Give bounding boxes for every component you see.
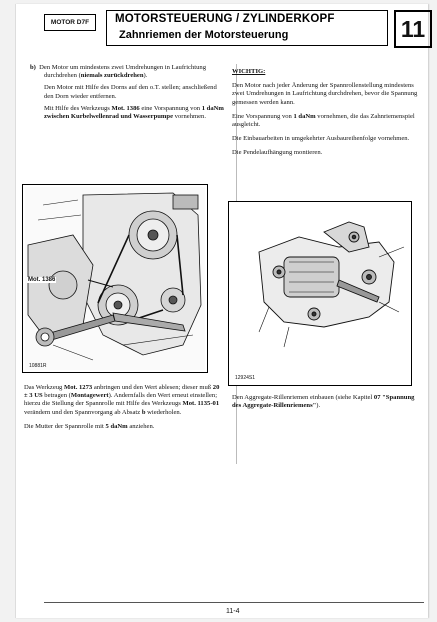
tool-ref: Mot. 1386 — [111, 104, 140, 112]
text: betragen ( — [42, 392, 71, 400]
left-text-top — [24, 64, 224, 125]
text: Den Aggregate-Rillenriemen einbauen (siehe Kapitel — [232, 394, 374, 401]
tensioner-figure — [228, 201, 412, 386]
text: Eine Vorspannung von — [232, 112, 294, 120]
torque-value: 1 daNm — [293, 112, 316, 120]
left-text-bottom — [24, 384, 224, 435]
text: vornehmen. — [173, 113, 206, 121]
footer-rule — [44, 602, 424, 603]
figure-ref: 10881R — [29, 363, 47, 369]
engine-figure — [22, 184, 208, 373]
page-subtitle: Zahnriemen der Motorsteuerung — [119, 29, 289, 41]
para-vorspannung — [24, 105, 224, 121]
warning-text: Den Motor nach jeder Änderung der Spannrollenstellung mindestens zwei Umdrehungen in Laufrichtung durchdrehen, bevor die Spannung gemessen werden kann. — [232, 82, 418, 106]
para-pendulum: Die Pendelaufhängung montieren. — [232, 149, 323, 157]
text: eine Vorspannung von — [139, 104, 202, 112]
step-label: b) — [30, 64, 36, 71]
step-b-paragraph — [24, 64, 224, 80]
torque-value: 1 daNm zwischen Kurbelwellenrad und Wasserpumpe — [44, 104, 224, 121]
tool-ref: Mot. 1273 — [64, 384, 93, 391]
para-preload — [232, 113, 420, 129]
para-reassembly: Die Einbauarbeiten in umgekehrter Ausbaureihenfolge vornehmen. — [232, 135, 410, 143]
tool-ref: Mot. 1135-01 — [182, 400, 220, 408]
page-title-box — [106, 10, 388, 46]
right-text-top — [232, 68, 420, 162]
text: wiederholen. — [145, 408, 182, 416]
text: Das Werkzeug — [24, 384, 64, 391]
torque-value: 5 daNm — [105, 422, 128, 430]
warning-heading: WICHTIG: — [232, 68, 266, 75]
tool-label-mot1386: Mot. 1386 — [28, 277, 56, 283]
step-text: Den Motor um mindestens zwei Umdrehungen in Laufrichtung durchdrehen ( — [39, 64, 206, 80]
text: verändern und den Spannvorgang ab Absatz — [24, 408, 142, 416]
step-text-end: ). — [143, 72, 148, 80]
chapter-ref: 07 "Spannung des Aggregate-Rillenriemens" — [232, 394, 415, 410]
text: Mit Hilfe des Werkzeugs — [44, 104, 112, 112]
page-number: 11-4 — [226, 608, 240, 615]
mount-value-label: Montagewert — [70, 392, 109, 400]
figure-ref: 12924S1 — [235, 375, 256, 381]
text: vornehmen, die das Zahnriemenspiel ausgleicht. — [232, 112, 415, 129]
para-belt — [232, 394, 420, 410]
step-ref: b — [141, 408, 146, 416]
manual-page — [15, 4, 428, 618]
text: anziehen. — [127, 422, 155, 430]
model-code-box: MOTOR D7F — [44, 14, 96, 31]
text: anbringen und den Wert ablesen; dieser muß — [92, 384, 213, 391]
text: Die Mutter der Spannrolle mit — [24, 422, 106, 430]
page-title: MOTORSTEUERUNG / ZYLINDERKOPF — [115, 13, 335, 25]
text: ). Andernfalls den Wert erneut einstellen; hierzu die Stellung der Spannrolle mit Hilfe des Werkzeugs — [24, 392, 218, 408]
section-number: 11 — [394, 10, 432, 48]
tension-value: 20 ± 3 US — [24, 384, 220, 400]
tensioner-drawing — [229, 202, 411, 385]
right-text-bottom — [232, 394, 420, 414]
para-nut-torque — [24, 423, 224, 431]
para-mot1273 — [24, 384, 224, 417]
para-dorn: Den Motor mit Hilfe des Dorns auf den o.T. stellen; anschließend den Dorn wieder entfernen. — [44, 84, 217, 100]
step-text-bold: niemals zurückdrehen — [80, 72, 144, 80]
text: ). — [316, 402, 321, 410]
